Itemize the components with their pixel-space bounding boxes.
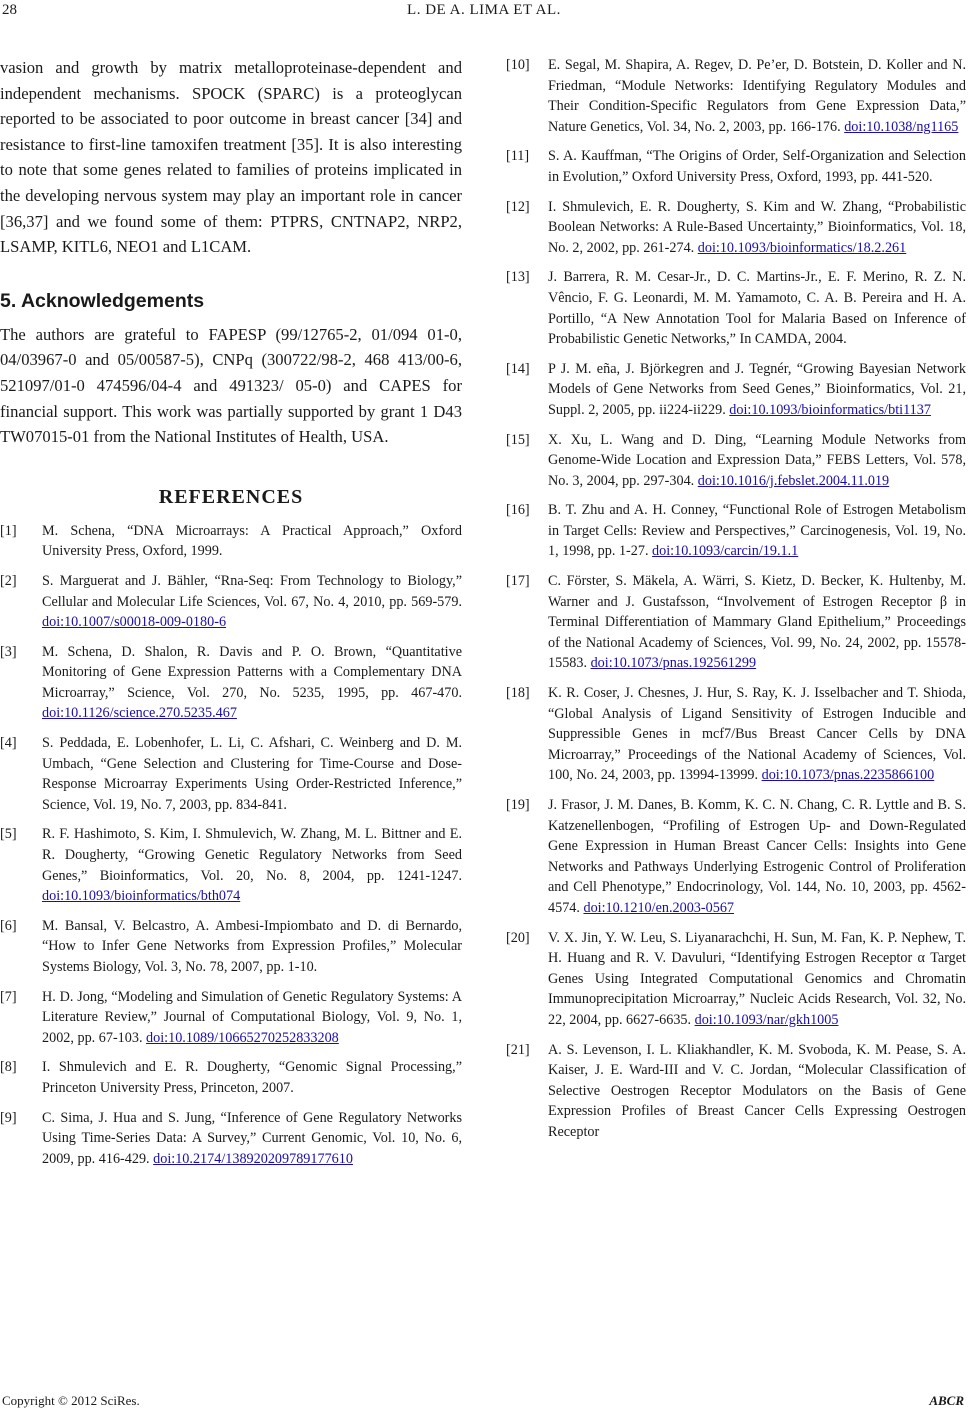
reference-item — [506, 795, 966, 919]
reference-doi-link[interactable]: doi:10.1007/s00018-009-0180-6 — [42, 614, 227, 631]
reference-citation: I. Shmulevich, E. R. Dougherty, S. Kim and W. Zhang, “Probabilistic Boolean Networks: A Rule-Based Uncertainty,” Bioinformatics, Vol. 18, No. 2, 2002, pp. 261-274. — [548, 198, 966, 256]
reference-citation: J. Barrera, R. M. Cesar-Jr., D. C. Martins-Jr., E. F. Merino, R. Z. N. Vêncio, F. G. Leonardi, M. M. Yamamoto, C. A. B. Pereira and H. A. Portillo, “A New Annotation Tool for Malaria Based on Inference of Probabilistic Genetic Networks,” In CAMDA, 2004. — [548, 269, 966, 348]
reference-number: [19] — [506, 797, 530, 813]
reference-doi-link[interactable]: doi:10.1093/nar/gkh1005 — [694, 1011, 839, 1028]
reference-item — [506, 146, 966, 187]
reference-citation: S. Marguerat and J. Bähler, “Rna-Seq: From Technology to Biology,” Cellular and Molecular Life Sciences, Vol. 67, No. 4, 2010, pp. 569-579. — [42, 572, 462, 610]
reference-item — [0, 1057, 462, 1098]
reference-number: [16] — [506, 502, 530, 519]
reference-number: [8] — [0, 1059, 17, 1076]
reference-citation: C. Sima, J. Hua and S. Jung, “Inference of Gene Regulatory Networks Using Time-Series Data: A Survey,” Current Genomic, Vol. 10, No. 6, 2009, pp. 416-429. — [42, 1109, 462, 1167]
reference-item — [0, 733, 462, 815]
reference-body — [42, 642, 462, 724]
reference-item — [0, 571, 462, 633]
reference-doi-link[interactable]: doi:10.1093/carcin/19.1.1 — [652, 543, 799, 560]
reference-item — [506, 1040, 966, 1143]
reference-body — [548, 146, 966, 187]
reference-item — [506, 683, 966, 786]
reference-number: [10] — [506, 57, 530, 73]
reference-body — [548, 430, 966, 492]
reference-doi-link[interactable]: doi:10.1016/j.febslet.2004.11.019 — [697, 472, 890, 489]
reference-number: [3] — [0, 643, 17, 660]
reference-citation: V. X. Jin, Y. W. Leu, S. Liyanarachchi, H. Sun, M. Fan, K. P. Nephew, T. H. Huang and R. V. Davuluri, “Identifying Estrogen Receptor α Target Genes Using Integrated Computational Genomics and Chromatin Immunoprecipitation Microarray,” Nucleic Acids Research, Vol. 32, No. 22, 2004, pp. 6627-6635. — [548, 929, 966, 1028]
reference-number: [1] — [0, 522, 17, 539]
acknowledgements-text: The authors are grateful to FAPESP (99/12765-2, 01/094 01-0, 04/03967-0 and 05/00587-5), CNPq (300722/98-2, 468 413/00-6, 521097/01-0 474596/04-4 and 491323/ 05-0) and CAPES for financial support. This work was partially supported by grant 1 D43 TW07015-01 from the National Institutes of Health, USA. — [0, 324, 462, 447]
reference-body — [548, 267, 966, 349]
reference-citation: E. Segal, M. Shapira, A. Regev, D. Pe’er, D. Botstein, D. Koller and N. Friedman, “Module Networks: Identifying Regulatory Modules and Their Condition-Specific Regulators from Gene Expression Data,” Nature Genetics, Vol. 34, No. 2, 2003, pp. 166-176. — [548, 57, 966, 135]
reference-item — [0, 642, 462, 724]
reference-body — [548, 359, 966, 421]
reference-body — [548, 795, 966, 919]
reference-item — [0, 1108, 462, 1170]
reference-item — [506, 359, 966, 421]
reference-item — [0, 916, 462, 978]
reference-body — [42, 571, 462, 633]
reference-item — [0, 521, 462, 562]
reference-number: [18] — [506, 685, 530, 702]
reference-body — [548, 197, 966, 259]
reference-doi-link[interactable]: doi:10.1126/science.270.5235.467 — [42, 705, 237, 722]
reference-citation: R. F. Hashimoto, S. Kim, I. Shmulevich, W. Zhang, M. L. Bittner and E. R. Dougherty, “Growing Genetic Regulatory Networks from Seed Genes,” Bioinformatics, Vol. 20, No. 8, 2004, pp. 1241-1247. — [42, 826, 462, 884]
reference-citation: K. R. Coser, J. Chesnes, J. Hur, S. Ray, K. J. Isselbacher and T. Shioda, “Global Analysis of Ligand Sensitivity of Estrogen Inducible and Suppressible Genes in mcf7/Bus Breast Cancer Cells by DNA Microarray,” Proceedings of the National Academy of Sciences, Vol. 100, No. 24, 2003, pp. 13994-13999. — [548, 685, 966, 784]
reference-number: [13] — [506, 269, 530, 286]
reference-body — [42, 1108, 462, 1170]
reference-doi-link[interactable]: doi:10.1210/en.2003-0567 — [583, 899, 735, 916]
reference-citation: H. D. Jong, “Modeling and Simulation of Genetic Regulatory Systems: A Literature Review,” Journal of Computational Biology, Vol. 9, No. 1, 2002, pp. 67-103. — [42, 988, 462, 1046]
page-number: 28 — [2, 2, 17, 18]
reference-body — [548, 500, 966, 562]
running-head: L. DE A. LIMA ET AL. — [407, 2, 561, 18]
reference-body — [548, 571, 966, 674]
reference-item — [0, 824, 462, 906]
reference-citation: J. Frasor, J. M. Danes, B. Komm, K. C. N. Chang, C. R. Lyttle and B. S. Katzenellenbogen, “Profiling of Estrogen Up- and Down-Regulated Gene Expression in Human Breast Cancer Cells: Insights into Gene Networks and Pathways Underlying Estrogenic Control of Proliferation and Cell Phenotype,” Endocrinology, Vol. 144, No. 10, 2003, pp. 4562-4574. — [548, 797, 966, 916]
reference-doi-link[interactable]: doi:10.1093/bioinformatics/bti1137 — [729, 401, 931, 418]
reference-citation: C. Förster, S. Mäkela, A. Wärri, S. Kietz, D. Becker, K. Hultenby, M. Warner and J. Gustafsson, “Involvement of Estrogen Receptor β in Terminal Differentiation of Mammary Gland Epithelium,” Proceedings of the National Academy of Sciences, Vol. 99, No. 24, 2002, pp. 15578- 15583. — [548, 573, 966, 672]
reference-list-right — [506, 55, 966, 1143]
reference-citation: X. Xu, L. Wang and D. Ding, “Learning Module Networks from Genome-Wide Location and Expression Data,” FEBS Letters, Vol. 578, No. 3, 2004, pp. 297-304. — [548, 431, 966, 489]
reference-number: [9] — [0, 1109, 17, 1126]
reference-number: [4] — [0, 735, 17, 752]
reference-number: [2] — [0, 572, 17, 589]
reference-item — [506, 500, 966, 562]
reference-body — [42, 987, 462, 1049]
reference-body — [548, 1040, 966, 1143]
reference-doi-link[interactable]: doi:10.1073/pnas.192561299 — [590, 655, 757, 672]
reference-number: [20] — [506, 929, 530, 946]
intro-paragraph: vasion and growth by matrix metalloproteinase-dependent and independent mechanisms. SPOCK (SPARC) is a proteoglycan reported to be associated to poor outcome in breast cancer [34] and resistance to first-line tamoxifen treatment [35]. It is also interesting to note that some genes related to families of proteins implicated in the developing nervous system may play an important role in cancer [36,37] and we found some of them: PTPRS, CNTNAP2, NRP2, LSAMP, KITL6, NEO1 and L1CAM. — [0, 58, 462, 257]
reference-doi-link[interactable]: doi:10.2174/138920209789177610 — [153, 1150, 353, 1167]
reference-citation: A. S. Levenson, I. L. Kliakhandler, K. M. Svoboda, K. M. Pease, S. A. Kaiser, J. E. Ward-III and V. C. Jordan, “Molecular Classification of Selective Oestrogen Receptor Modulators on the Basis of Gene Expression Profiles of Breast Cancer Cells Expressing Oestrogen Receptor — [548, 1041, 966, 1140]
reference-number: [14] — [506, 360, 530, 377]
reference-body — [42, 521, 462, 562]
reference-item — [0, 987, 462, 1049]
reference-citation: M. Bansal, V. Belcastro, A. Ambesi-Impiombato and D. di Bernardo, “How to Infer Gene Networks from Expression Profiles,” Molecular Systems Biology, Vol. 3, No. 78, 2007, pp. 1-10. — [42, 917, 462, 975]
reference-item — [506, 267, 966, 349]
reference-list-left — [0, 521, 462, 1170]
reference-number: [11] — [506, 148, 530, 165]
reference-citation: B. T. Zhu and A. H. Conney, “Functional Role of Estrogen Metabolism in Target Cells: Review and Perspectives,” Carcinogenesis, Vol. 19, No. 1, 1998, pp. 1-27. — [548, 502, 966, 560]
reference-body — [548, 928, 966, 1031]
reference-number: [6] — [0, 917, 17, 934]
reference-doi-link[interactable]: doi:10.1073/pnas.2235866100 — [761, 767, 935, 784]
reference-body — [42, 824, 462, 906]
reference-number: [12] — [506, 198, 530, 215]
references-heading: REFERENCES — [158, 485, 304, 508]
reference-item — [506, 430, 966, 492]
reference-citation: I. Shmulevich and E. R. Dougherty, “Genomic Signal Processing,” Princeton University Press, Princeton, 2007. — [42, 1059, 462, 1096]
reference-body — [42, 733, 462, 815]
footer-copyright: Copyright © 2012 SciRes. — [2, 1393, 140, 1408]
reference-number: [7] — [0, 988, 17, 1005]
reference-citation: S. Peddada, E. Lobenhofer, L. Li, C. Afshari, C. Weinberg and D. M. Umbach, “Gene Selection and Clustering for Time-Course and Dose-Response Microarray Experiments Using Order-Restricted Inference,” Science, Vol. 19, No. 7, 2003, pp. 834-841. — [42, 735, 462, 813]
reference-item — [506, 928, 966, 1031]
reference-body — [42, 1057, 462, 1098]
reference-item — [506, 571, 966, 674]
reference-body — [548, 683, 966, 786]
reference-citation: S. A. Kauffman, “The Origins of Order, Self-Organization and Selection in Evolution,” Oxford University Press, Oxford, 1993, pp. 441-520. — [548, 148, 966, 185]
reference-citation: M. Schena, D. Shalon, R. Davis and P. O. Brown, “Quantitative Monitoring of Gene Expression Patterns with a Complementary DNA Microarray,” Science, Vol. 270, No. 5235, 1995, pp. 467-470. — [42, 643, 462, 701]
reference-number: [17] — [506, 573, 530, 590]
reference-item — [506, 55, 966, 137]
reference-doi-link[interactable]: doi:10.1093/bioinformatics/bth074 — [42, 888, 241, 905]
footer-journal: ABCR — [929, 1393, 964, 1408]
reference-doi-link[interactable]: doi:10.1038/ng1165 — [844, 118, 959, 135]
reference-doi-link[interactable]: doi:10.1093/bioinformatics/18.2.261 — [697, 239, 907, 256]
reference-citation: M. Schena, “DNA Microarrays: A Practical Approach,” Oxford University Press, Oxford, 1999. — [42, 522, 462, 560]
acknowledgements-heading: 5. Acknowledgements — [0, 289, 205, 312]
reference-citation: P J. M. eña, J. Björkegren and J. Tegnér, “Growing Bayesian Network Models of Gene Networks from Seed Genes,” Bioinformatics, Vol. 21, Suppl. 2, 2005, pp. ii224-ii229. — [548, 360, 966, 418]
reference-number: [15] — [506, 431, 530, 448]
reference-body — [548, 55, 966, 137]
left-column — [0, 55, 462, 1178]
reference-number: [21] — [506, 1041, 530, 1058]
reference-doi-link[interactable]: doi:10.1089/10665270252833208 — [146, 1029, 339, 1046]
reference-item — [506, 197, 966, 259]
right-column — [506, 55, 966, 1152]
reference-body — [42, 916, 462, 978]
reference-number: [5] — [0, 826, 17, 843]
